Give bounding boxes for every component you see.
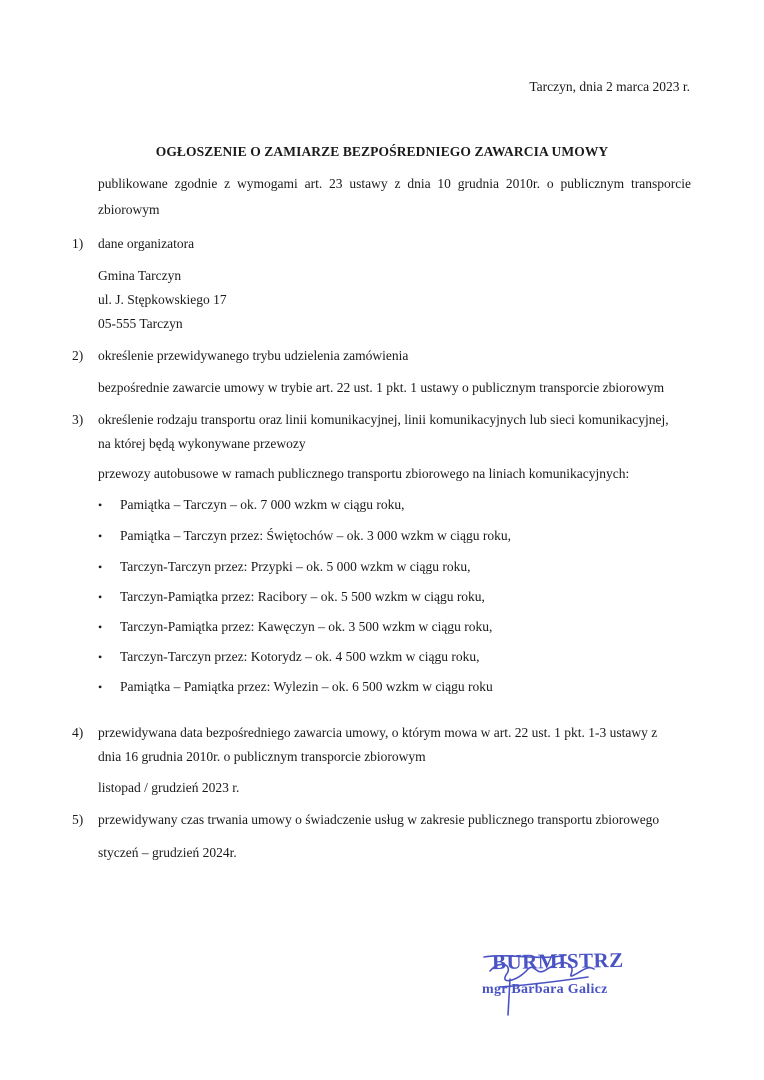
bullet-marker: • xyxy=(98,620,103,634)
bullet-marker: • xyxy=(98,498,103,512)
intro-line-1: publikowane zgodnie z wymogami art. 23 ustawy z dnia 10 grudnia 2010r. o publicznym transporcie xyxy=(98,176,691,191)
signature-stamp xyxy=(470,935,640,1025)
bullet-marker: • xyxy=(98,650,103,664)
route-item: Tarczyn-Tarczyn przez: Kotorydz – ok. 4 500 wzkm w ciągu roku, xyxy=(120,649,480,664)
intro-line-2: zbiorowym xyxy=(98,202,160,217)
document-title: OGŁOSZENIE O ZAMIARZE BEZPOŚREDNIEGO ZAWARCIA UMOWY xyxy=(155,144,609,159)
section-5-heading: przewidywany czas trwania umowy o świadczenie usług w zakresie publicznego transportu zbiorowego xyxy=(98,812,660,827)
section-4-body: listopad / grudzień 2023 r. xyxy=(98,780,240,795)
stamp-name: mgr Barbara Galicz xyxy=(482,982,608,997)
section-4-number: 4) xyxy=(72,725,84,740)
section-1-number: 1) xyxy=(72,236,84,251)
document-date: Tarczyn, dnia 2 marca 2023 r. xyxy=(529,79,690,94)
bullet-marker: • xyxy=(98,590,103,604)
bullet-marker: • xyxy=(98,680,103,694)
route-item: Tarczyn-Pamiątka przez: Racibory – ok. 5 500 wzkm w ciągu roku, xyxy=(120,589,485,604)
bullet-marker: • xyxy=(98,560,103,574)
section-3-number: 3) xyxy=(72,412,84,427)
section-2-body: bezpośrednie zawarcie umowy w trybie art. 22 ust. 1 pkt. 1 ustawy o publicznym transporcie zbiorowym xyxy=(98,380,665,395)
organizer-street: ul. J. Stępkowskiego 17 xyxy=(98,292,227,307)
route-item: Pamiątka – Tarczyn – ok. 7 000 wzkm w ciągu roku, xyxy=(120,497,405,512)
section-3-heading-line-2: na której będą wykonywane przewozy xyxy=(98,436,306,451)
section-2-heading: określenie przewidywanego trybu udzielenia zamówienia xyxy=(98,348,409,363)
bullet-marker: • xyxy=(98,529,103,543)
route-item: Pamiątka – Pamiątka przez: Wylezin – ok. 6 500 wzkm w ciągu roku xyxy=(120,679,493,694)
route-item: Pamiątka – Tarczyn przez: Świętochów – ok. 3 000 wzkm w ciągu roku, xyxy=(120,528,511,543)
section-3-heading-line-1: określenie rodzaju transportu oraz linii komunikacyjnej, linii komunikacyjnych lub sieci komunikacyjnej, xyxy=(98,412,669,427)
route-item: Tarczyn-Tarczyn przez: Przypki – ok. 5 000 wzkm w ciągu roku, xyxy=(120,559,471,574)
section-1-heading: dane organizatora xyxy=(98,236,195,251)
section-5-number: 5) xyxy=(72,812,84,827)
section-2-number: 2) xyxy=(72,348,84,363)
section-5-body: styczeń – grudzień 2024r. xyxy=(98,845,237,860)
organizer-postal: 05-555 Tarczyn xyxy=(98,316,183,331)
section-4-heading-line-1: przewidywana data bezpośredniego zawarcia umowy, o którym mowa w art. 22 ust. 1 pkt. 1-3 ustawy z xyxy=(98,725,658,740)
stamp-title: BURMISTRZ xyxy=(491,947,624,975)
organizer-name: Gmina Tarczyn xyxy=(98,268,182,283)
section-4-heading-line-2: dnia 16 grudnia 2010r. o publicznym transporcie zbiorowym xyxy=(98,749,426,764)
route-item: Tarczyn-Pamiątka przez: Kawęczyn – ok. 3 500 wzkm w ciągu roku, xyxy=(120,619,493,634)
section-3-body: przewozy autobusowe w ramach publicznego transportu zbiorowego na liniach komunikacyjnych: xyxy=(98,466,630,481)
